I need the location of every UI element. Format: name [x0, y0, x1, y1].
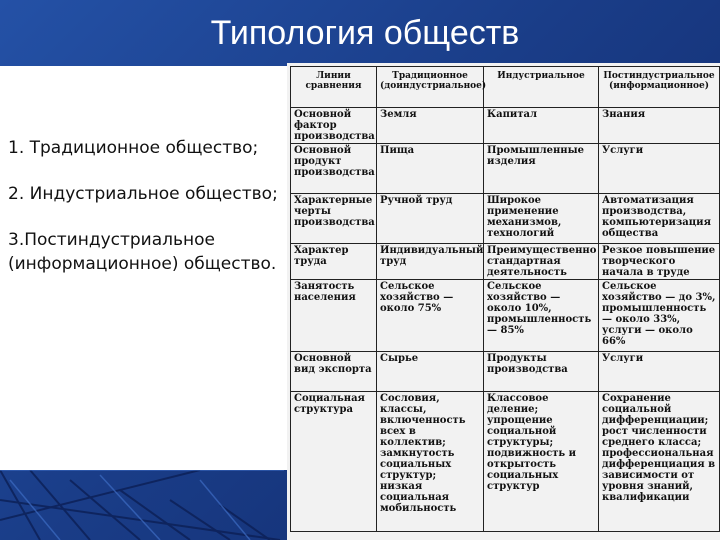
table-cell: Сословия, классы, включенность всех в коллектив; замкнутость социальных структур; низкая социальная мобильность [377, 392, 484, 532]
table-cell: Земля [377, 108, 484, 144]
header-postindustrial: Постиндустриальное (информационное) [599, 67, 720, 108]
society-types-list [0, 66, 288, 470]
table-cell: Характер труда [291, 244, 377, 280]
table-cell: Сельское хозяйство — до 3%, промышленность — около 33%, услуги — около 66% [599, 280, 720, 352]
table-cell: Основной вид экспорта [291, 352, 377, 392]
table-cell: Капитал [484, 108, 599, 144]
table-cell: Промышленные изделия [484, 144, 599, 194]
header-industrial: Индустриальное [484, 67, 599, 108]
table-row [291, 280, 720, 352]
list-item-industrial: 2. Индустриальное общество; [8, 184, 278, 204]
comparison-table-image [287, 63, 720, 540]
header-traditional: Традиционное (доиндустриальное) [377, 67, 484, 108]
header-criteria: Линии сравнения [291, 67, 377, 108]
table-cell: Занятость населения [291, 280, 377, 352]
table-cell: Услуги [599, 352, 720, 392]
table-cell: Характерные черты производства [291, 194, 377, 244]
table-cell: Резкое повышение творческого начала в труде [599, 244, 720, 280]
comparison-table [290, 66, 720, 532]
table-cell: Автоматизация производства, компьютеризация общества [599, 194, 720, 244]
table-cell: Сельское хозяйство — около 10%, промышленность — 85% [484, 280, 599, 352]
table-cell: Сохранение социальной дифференциации; рост численности среднего класса; профессиональная дифференциация в зависимости от уровня знаний, квалификации [599, 392, 720, 532]
table-row [291, 352, 720, 392]
slide-title: Типология обществ [210, 14, 520, 52]
table-row [291, 144, 720, 194]
table-cell: Знания [599, 108, 720, 144]
table-cell: Социальная структура [291, 392, 377, 532]
table-header-row [291, 67, 720, 108]
table-cell: Основной фактор производства [291, 108, 377, 144]
table-row [291, 244, 720, 280]
table-cell: Ручной труд [377, 194, 484, 244]
table-row [291, 108, 720, 144]
table-cell: Сырье [377, 352, 484, 392]
table-cell: Сельское хозяйство — около 75% [377, 280, 484, 352]
table-cell: Преимущественно стандартная деятельность [484, 244, 599, 280]
table-row [291, 392, 720, 532]
table-cell: Основной продукт производства [291, 144, 377, 194]
table-cell: Индивидуальный труд [377, 244, 484, 280]
list-item-traditional: 1. Традиционное общество; [8, 138, 259, 158]
list-item-postindustrial: 3.Постиндустриальное (информационное) общество. [8, 230, 277, 274]
table-cell: Широкое применение механизмов, технологий [484, 194, 599, 244]
table-cell: Продукты производства [484, 352, 599, 392]
table-row [291, 194, 720, 244]
table-cell: Классовое деление; упрощение социальной структуры; подвижность и открытость социальных структур [484, 392, 599, 532]
table-cell: Пища [377, 144, 484, 194]
table-cell: Услуги [599, 144, 720, 194]
